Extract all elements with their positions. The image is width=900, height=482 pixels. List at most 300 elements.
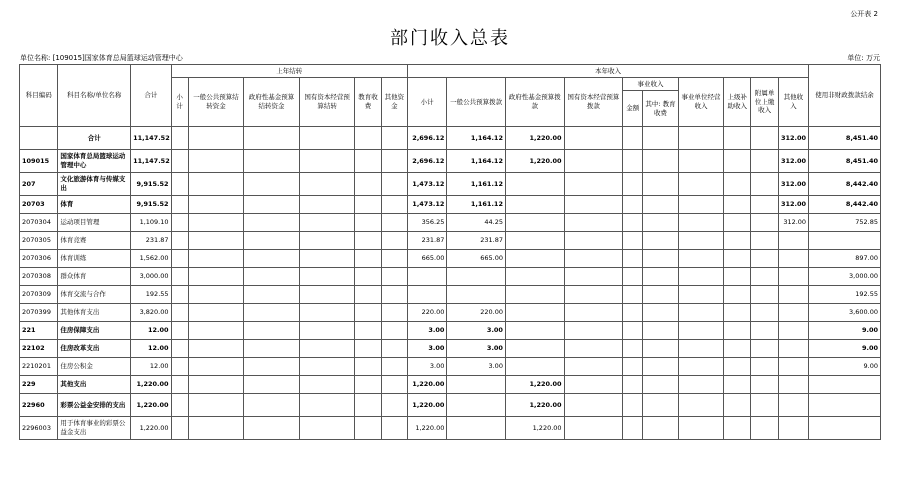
cell-ly-state (299, 286, 355, 304)
col-ty-upper: 上级补助收入 (724, 78, 751, 127)
cell-total: 11,147.52 (131, 150, 171, 173)
cell-code (20, 127, 58, 150)
cell-ly-other (381, 127, 407, 150)
cell-ty-oper (678, 304, 723, 322)
cell-ty-affil (751, 358, 778, 376)
cell-ty-oper (678, 417, 723, 440)
cell-total: 1,220.00 (131, 394, 171, 417)
page-title: 部门收入总表 (390, 28, 510, 49)
table-row (20, 250, 881, 268)
cell-total: 12.00 (131, 340, 171, 358)
cell-ty-affil (751, 173, 778, 196)
cell-code: 2070305 (20, 232, 58, 250)
cell-ly-general (188, 340, 244, 358)
cell-ty-other: 312.00 (778, 150, 808, 173)
cell-total: 231.87 (131, 232, 171, 250)
cell-ly-general (188, 358, 244, 376)
cell-ty-fund (505, 286, 564, 304)
cell-ty-general: 1,161.12 (447, 173, 506, 196)
cell-ty-state (564, 250, 623, 268)
cell-ty-general: 1,161.12 (447, 196, 506, 214)
cell-ty-general: 1,164.12 (447, 150, 506, 173)
cell-ly-state (299, 322, 355, 340)
cell-ly-edu (355, 322, 381, 340)
table-row (20, 196, 881, 214)
cell-ty-upper (724, 127, 751, 150)
cell-code: 109015 (20, 150, 58, 173)
cell-name: 体育 (58, 196, 131, 214)
cell-ly-sub (171, 376, 188, 394)
cell-ty-amount (623, 150, 643, 173)
cell-ty-amount (623, 358, 643, 376)
cell-ly-fund (244, 286, 300, 304)
cell-ty-general: 3.00 (447, 322, 506, 340)
cell-ly-state (299, 304, 355, 322)
cell-ly-other (381, 214, 407, 232)
cell-ty-upper (724, 150, 751, 173)
cell-ty-upper (724, 196, 751, 214)
cell-ty-other: 312.00 (778, 196, 808, 214)
col-ty-oper: 事业单位经营收入 (678, 78, 723, 127)
cell-ty-state (564, 358, 623, 376)
cell-ty-affil (751, 340, 778, 358)
cell-ty-other: 312.00 (778, 173, 808, 196)
cell-ly-fund (244, 214, 300, 232)
cell-ly-general (188, 286, 244, 304)
col-last-year: 上年结转 (171, 65, 407, 78)
cell-name: 体育竞赛 (58, 232, 131, 250)
cell-ty-edu (643, 150, 678, 173)
cell-ly-general (188, 196, 244, 214)
cell-ty-affil (751, 214, 778, 232)
cell-total: 9,915.52 (131, 196, 171, 214)
cell-ty-sub: 1,220.00 (407, 376, 446, 394)
cell-ty-oper (678, 214, 723, 232)
cell-name: 住房改革支出 (58, 340, 131, 358)
cell-nonfiscal: 3,600.00 (809, 304, 881, 322)
cell-code: 2070306 (20, 250, 58, 268)
cell-ty-fund: 1,220.00 (505, 127, 564, 150)
cell-ty-general (447, 268, 506, 286)
cell-ty-amount (623, 196, 643, 214)
cell-ty-state (564, 340, 623, 358)
cell-ty-general (447, 394, 506, 417)
cell-nonfiscal (809, 232, 881, 250)
cell-ty-state (564, 376, 623, 394)
cell-ty-oper (678, 173, 723, 196)
cell-ty-other (778, 304, 808, 322)
col-ty-edu: 其中: 教育收费 (643, 91, 678, 127)
table-row (20, 322, 881, 340)
cell-code: 22960 (20, 394, 58, 417)
table-row (20, 150, 881, 173)
cell-ly-general (188, 232, 244, 250)
table-row (20, 376, 881, 394)
col-code: 科目编码 (20, 65, 58, 127)
cell-name: 合计 (58, 127, 131, 150)
cell-ty-upper (724, 340, 751, 358)
cell-ly-state (299, 150, 355, 173)
cell-ty-state (564, 214, 623, 232)
cell-ty-affil (751, 150, 778, 173)
cell-code: 2070309 (20, 286, 58, 304)
cell-ly-edu (355, 304, 381, 322)
cell-ty-upper (724, 376, 751, 394)
cell-ty-state (564, 150, 623, 173)
cell-ty-edu (643, 417, 678, 440)
cell-ly-edu (355, 358, 381, 376)
cell-ty-oper (678, 358, 723, 376)
col-name: 科目名称/单位名称 (58, 65, 131, 127)
col-ty-sub: 小计 (407, 78, 446, 127)
cell-ty-amount (623, 250, 643, 268)
cell-ty-general: 665.00 (447, 250, 506, 268)
cell-ly-other (381, 268, 407, 286)
cell-ly-state (299, 268, 355, 286)
cell-ty-sub: 665.00 (407, 250, 446, 268)
cell-ly-edu (355, 394, 381, 417)
cell-ty-fund (505, 358, 564, 376)
cell-ty-sub: 1,220.00 (407, 417, 446, 440)
cell-total: 3,000.00 (131, 268, 171, 286)
cell-ty-sub (407, 268, 446, 286)
cell-ty-amount (623, 127, 643, 150)
cell-ty-upper (724, 304, 751, 322)
cell-total: 9,915.52 (131, 173, 171, 196)
cell-name: 群众体育 (58, 268, 131, 286)
cell-ly-fund (244, 150, 300, 173)
cell-ly-general (188, 214, 244, 232)
cell-ly-other (381, 417, 407, 440)
cell-ty-fund (505, 304, 564, 322)
cell-ty-amount (623, 286, 643, 304)
cell-ly-fund (244, 394, 300, 417)
cell-total: 12.00 (131, 322, 171, 340)
cell-ly-state (299, 173, 355, 196)
cell-ty-upper (724, 268, 751, 286)
cell-ly-sub (171, 232, 188, 250)
cell-total: 1,109.10 (131, 214, 171, 232)
cell-ly-general (188, 394, 244, 417)
cell-ly-fund (244, 268, 300, 286)
cell-ly-other (381, 286, 407, 304)
col-ly-fund: 政府性基金预算结转资金 (244, 78, 300, 127)
cell-ty-sub: 3.00 (407, 358, 446, 376)
cell-ty-state (564, 394, 623, 417)
cell-ly-edu (355, 286, 381, 304)
cell-ty-affil (751, 250, 778, 268)
cell-nonfiscal: 9.00 (809, 322, 881, 340)
cell-ly-edu (355, 268, 381, 286)
cell-ly-general (188, 376, 244, 394)
cell-ly-state (299, 250, 355, 268)
cell-ty-fund (505, 214, 564, 232)
cell-ly-other (381, 150, 407, 173)
cell-name: 国家体育总局篮球运动管理中心 (58, 150, 131, 173)
cell-ly-edu (355, 150, 381, 173)
col-ty-other: 其他收入 (778, 78, 808, 127)
cell-ly-general (188, 173, 244, 196)
cell-ty-edu (643, 286, 678, 304)
cell-ly-state (299, 127, 355, 150)
cell-total: 1,220.00 (131, 376, 171, 394)
cell-ty-oper (678, 150, 723, 173)
cell-ty-fund (505, 232, 564, 250)
cell-ty-upper (724, 417, 751, 440)
cell-ty-edu (643, 340, 678, 358)
cell-ty-affil (751, 417, 778, 440)
cell-ty-sub: 231.87 (407, 232, 446, 250)
cell-ty-fund: 1,220.00 (505, 394, 564, 417)
cell-ly-state (299, 358, 355, 376)
cell-name: 文化旅游体育与传媒支出 (58, 173, 131, 196)
cell-ty-general (447, 286, 506, 304)
cell-ty-oper (678, 268, 723, 286)
cell-ly-other (381, 304, 407, 322)
cell-ly-sub (171, 286, 188, 304)
cell-total: 11,147.52 (131, 127, 171, 150)
col-ty-fund: 政府性基金预算拨款 (505, 78, 564, 127)
cell-ly-sub (171, 322, 188, 340)
cell-ly-edu (355, 417, 381, 440)
cell-ty-state (564, 232, 623, 250)
cell-ly-other (381, 322, 407, 340)
table-row (20, 358, 881, 376)
cell-ty-affil (751, 268, 778, 286)
cell-total: 12.00 (131, 358, 171, 376)
cell-ty-upper (724, 322, 751, 340)
cell-ly-fund (244, 376, 300, 394)
cell-ty-other: 312.00 (778, 214, 808, 232)
cell-ly-other (381, 196, 407, 214)
cell-name: 住房公积金 (58, 358, 131, 376)
cell-ly-other (381, 232, 407, 250)
cell-nonfiscal: 8,442.40 (809, 173, 881, 196)
table-body (20, 127, 881, 440)
cell-ty-other (778, 417, 808, 440)
cell-ty-fund: 1,220.00 (505, 417, 564, 440)
cell-ty-other (778, 358, 808, 376)
cell-nonfiscal: 8,451.40 (809, 150, 881, 173)
cell-ly-state (299, 232, 355, 250)
cell-ty-upper (724, 286, 751, 304)
col-ty-general: 一般公共预算拨款 (447, 78, 506, 127)
cell-ty-other (778, 250, 808, 268)
cell-ty-upper (724, 250, 751, 268)
cell-code: 2070304 (20, 214, 58, 232)
cell-ty-state (564, 127, 623, 150)
cell-ly-general (188, 127, 244, 150)
cell-ty-sub: 2,696.12 (407, 150, 446, 173)
cell-ty-amount (623, 322, 643, 340)
currency-unit: 单位: 万元 (847, 54, 880, 62)
cell-nonfiscal (809, 376, 881, 394)
col-ly-sub: 小计 (171, 78, 188, 127)
cell-code: 207 (20, 173, 58, 196)
cell-ty-amount (623, 304, 643, 322)
table-number: 公开表 2 (850, 10, 878, 18)
cell-ty-fund (505, 268, 564, 286)
cell-ty-affil (751, 232, 778, 250)
cell-name: 其他体育支出 (58, 304, 131, 322)
cell-ly-general (188, 150, 244, 173)
cell-ty-amount (623, 394, 643, 417)
cell-ly-other (381, 394, 407, 417)
cell-ly-general (188, 304, 244, 322)
cell-ty-fund (505, 250, 564, 268)
cell-ty-upper (724, 232, 751, 250)
col-ly-other: 其他资金 (381, 78, 407, 127)
cell-ty-oper (678, 232, 723, 250)
cell-code: 2070399 (20, 304, 58, 322)
cell-ty-general: 220.00 (447, 304, 506, 322)
cell-ty-amount (623, 232, 643, 250)
cell-ty-sub: 3.00 (407, 340, 446, 358)
cell-ly-state (299, 196, 355, 214)
cell-ly-state (299, 376, 355, 394)
cell-ty-state (564, 173, 623, 196)
cell-ly-fund (244, 127, 300, 150)
cell-total: 192.55 (131, 286, 171, 304)
cell-ty-fund (505, 173, 564, 196)
cell-nonfiscal: 8,442.40 (809, 196, 881, 214)
cell-ly-state (299, 417, 355, 440)
cell-ty-edu (643, 232, 678, 250)
cell-ty-other (778, 376, 808, 394)
cell-name: 运动项目管理 (58, 214, 131, 232)
cell-ty-fund (505, 196, 564, 214)
cell-ty-edu (643, 250, 678, 268)
cell-nonfiscal (809, 417, 881, 440)
cell-ty-affil (751, 127, 778, 150)
cell-ty-edu (643, 394, 678, 417)
cell-ly-fund (244, 232, 300, 250)
cell-code: 229 (20, 376, 58, 394)
cell-ly-fund (244, 322, 300, 340)
cell-ly-sub (171, 196, 188, 214)
cell-ty-general (447, 417, 506, 440)
table-row (20, 268, 881, 286)
cell-ty-amount (623, 417, 643, 440)
cell-ty-oper (678, 127, 723, 150)
cell-ty-amount (623, 340, 643, 358)
cell-ly-other (381, 358, 407, 376)
cell-ly-fund (244, 340, 300, 358)
cell-ty-edu (643, 304, 678, 322)
cell-ly-general (188, 417, 244, 440)
cell-ty-sub: 1,473.12 (407, 173, 446, 196)
cell-ly-fund (244, 250, 300, 268)
cell-ty-edu (643, 268, 678, 286)
income-table (19, 64, 881, 440)
cell-ly-edu (355, 214, 381, 232)
cell-ty-edu (643, 358, 678, 376)
cell-ty-amount (623, 268, 643, 286)
cell-code: 221 (20, 322, 58, 340)
table-row (20, 127, 881, 150)
cell-ly-edu (355, 173, 381, 196)
col-ly-edu: 教育收费 (355, 78, 381, 127)
cell-ty-affil (751, 322, 778, 340)
cell-ly-fund (244, 196, 300, 214)
cell-ly-sub (171, 358, 188, 376)
cell-ty-other (778, 286, 808, 304)
cell-ly-state (299, 340, 355, 358)
cell-ly-other (381, 340, 407, 358)
table-row (20, 214, 881, 232)
cell-ty-other: 312.00 (778, 127, 808, 150)
cell-code: 22102 (20, 340, 58, 358)
cell-code: 20703 (20, 196, 58, 214)
cell-ty-oper (678, 196, 723, 214)
table-row (20, 304, 881, 322)
cell-total: 1,220.00 (131, 417, 171, 440)
cell-ty-general: 3.00 (447, 358, 506, 376)
cell-total: 1,562.00 (131, 250, 171, 268)
cell-ly-edu (355, 376, 381, 394)
cell-nonfiscal (809, 394, 881, 417)
cell-ty-upper (724, 214, 751, 232)
table-row (20, 394, 881, 417)
cell-ly-sub (171, 304, 188, 322)
cell-ly-other (381, 376, 407, 394)
cell-ty-upper (724, 173, 751, 196)
cell-ly-sub (171, 250, 188, 268)
cell-ty-state (564, 417, 623, 440)
table-row (20, 173, 881, 196)
cell-ty-other (778, 268, 808, 286)
cell-ty-amount (623, 214, 643, 232)
cell-ly-sub (171, 394, 188, 417)
cell-ty-general: 44.25 (447, 214, 506, 232)
cell-total: 3,820.00 (131, 304, 171, 322)
cell-code: 2296003 (20, 417, 58, 440)
cell-nonfiscal: 8,451.40 (809, 127, 881, 150)
cell-ty-state (564, 268, 623, 286)
cell-ly-edu (355, 127, 381, 150)
col-ty-career: 事业收入 (623, 78, 679, 91)
cell-ly-state (299, 394, 355, 417)
cell-ly-state (299, 214, 355, 232)
cell-ty-oper (678, 376, 723, 394)
cell-ly-edu (355, 232, 381, 250)
cell-ty-state (564, 322, 623, 340)
cell-name: 彩票公益金安排的支出 (58, 394, 131, 417)
cell-ly-general (188, 250, 244, 268)
col-ty-amount: 金额 (623, 91, 643, 127)
cell-name: 体育交流与合作 (58, 286, 131, 304)
cell-ly-fund (244, 304, 300, 322)
cell-ty-upper (724, 394, 751, 417)
cell-ty-edu (643, 376, 678, 394)
cell-ty-sub: 356.25 (407, 214, 446, 232)
cell-ly-sub (171, 417, 188, 440)
cell-ty-edu (643, 173, 678, 196)
cell-ly-sub (171, 214, 188, 232)
cell-name: 其他支出 (58, 376, 131, 394)
cell-ly-sub (171, 150, 188, 173)
cell-ty-edu (643, 196, 678, 214)
cell-ty-edu (643, 214, 678, 232)
cell-ly-edu (355, 196, 381, 214)
cell-ty-affil (751, 394, 778, 417)
cell-ty-oper (678, 394, 723, 417)
cell-ty-oper (678, 322, 723, 340)
cell-ty-sub: 2,696.12 (407, 127, 446, 150)
cell-ty-affil (751, 304, 778, 322)
table-row (20, 417, 881, 440)
cell-ty-sub: 1,220.00 (407, 394, 446, 417)
